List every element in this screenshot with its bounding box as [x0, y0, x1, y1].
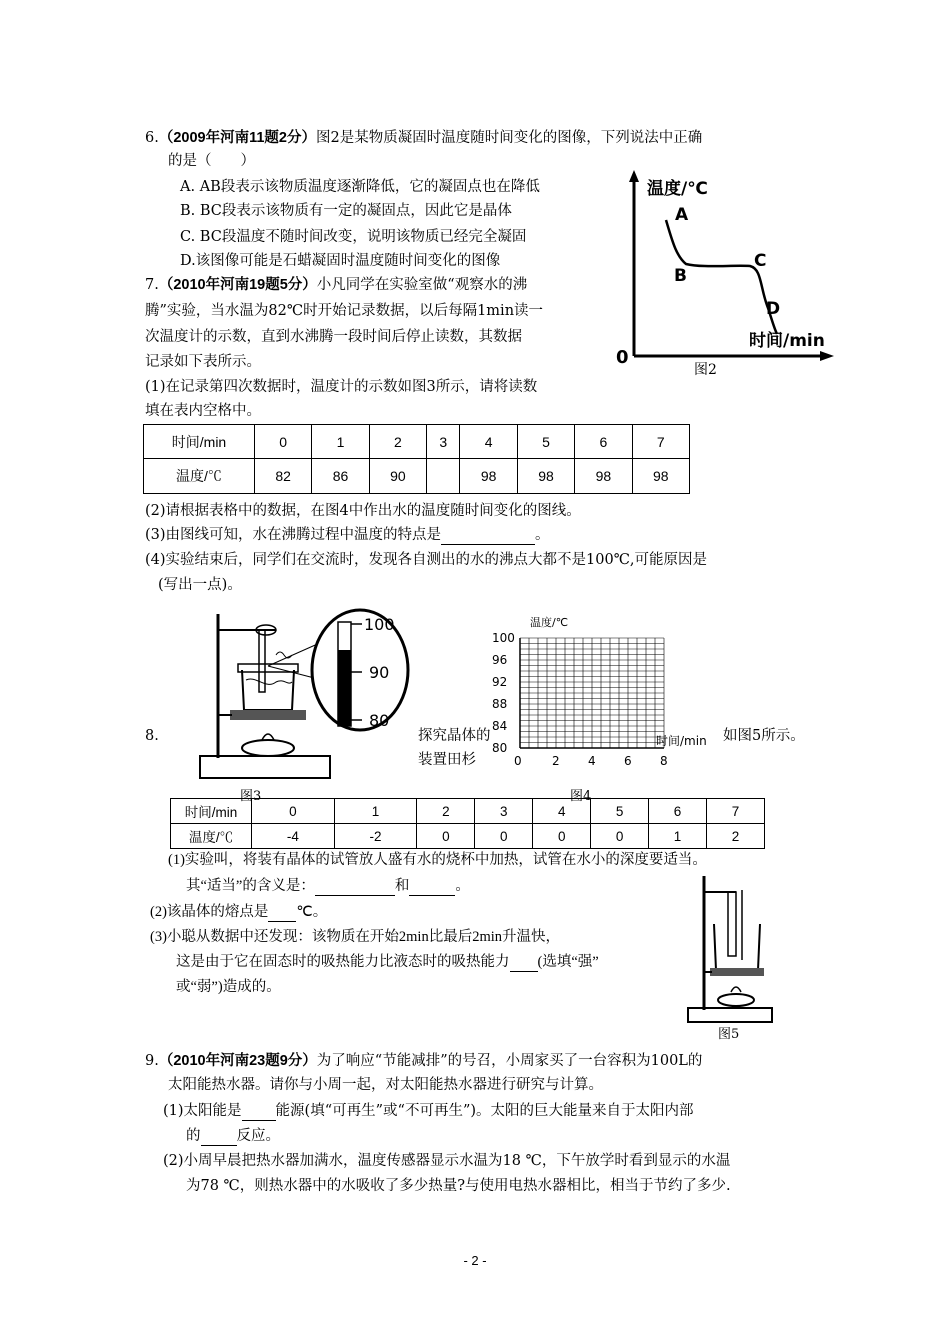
fig2-x-arrow-icon	[820, 351, 834, 361]
q7-temp-cell: 86	[312, 459, 369, 494]
fig3-scale-80: 80	[369, 711, 390, 730]
q8-temp-cell: 1	[649, 824, 707, 849]
q9-part1-text: (1)太阳能是	[163, 1103, 242, 1119]
q8-sub2	[150, 902, 327, 922]
q9-stem-line2: 太阳能热水器。请你与小周一起，对太阳能热水器进行研究与计算。	[168, 1077, 603, 1093]
q8-table-header-time: 时间/min	[171, 799, 252, 824]
q8-time-cell: 2	[417, 799, 475, 824]
fig5-caption: 图5	[718, 1027, 740, 1042]
fig3-caption: 图3	[240, 789, 262, 802]
q7-stem-line1	[145, 275, 527, 295]
q8-fragment-2: 如图5所示。	[723, 728, 805, 744]
q9-part2-line2: 为78 ℃，则热水器中的水吸收了多少热量?与使用电热水器相比，相当于节约了多少.	[186, 1178, 731, 1194]
q8-sub3-line1: (3)小聪从数据中还发现：该物质在开始2min比最后2min升温快，	[150, 929, 561, 945]
fig4-caption: 图4	[570, 789, 592, 804]
q8-time-cell: 6	[649, 799, 707, 824]
fig3-wire-gauze	[230, 710, 306, 720]
q9-number: 9.	[145, 1053, 159, 1069]
q7-stem-line3: 次温度计的示数，直到水沸腾一段时间后停止读数，其数据	[145, 329, 522, 345]
q7-part1-line2: 填在表内空格中。	[145, 403, 261, 419]
q8-temp-cell: 0	[591, 824, 649, 849]
q7-time-cell: 3	[427, 425, 460, 459]
fig3-alcohol-lamp	[242, 740, 294, 756]
q7-part3	[145, 525, 550, 545]
figure-4-grid	[490, 610, 722, 806]
q8-temp-cell: 0	[533, 824, 591, 849]
q9-part1-blank-2[interactable]	[201, 1129, 237, 1146]
q7-part3-text: (3)由图线可知，水在沸腾过程中温度的特点是	[145, 527, 442, 543]
fig3-water	[246, 679, 292, 684]
fig2-x-label: 时间/min	[749, 331, 825, 351]
fig2-y-label: 温度/℃	[647, 179, 708, 199]
q8-time-cell: 3	[475, 799, 533, 824]
q8-temp-cell: -2	[334, 824, 417, 849]
q7-temp-cell: 82	[255, 459, 312, 494]
fig4-x-tick-label: 4	[588, 754, 596, 768]
q9-source-tag: （2010年河南23题9分）	[158, 1053, 317, 1069]
q7-number: 7.	[145, 277, 159, 293]
fig2-point-a: A	[675, 205, 689, 225]
fig4-y-tick-label: 84	[492, 719, 508, 733]
q7-time-cell: 5	[517, 425, 574, 459]
fig2-point-d: D	[766, 299, 781, 319]
q8-table-header-temp: 温度/℃	[171, 824, 252, 849]
q8-sub1-blank-2[interactable]	[409, 879, 455, 896]
q8-time-cell: 0	[252, 799, 335, 824]
q6-option-a: A. AB段表示该物质温度逐渐降低，它的凝固点也在降低	[180, 179, 540, 195]
q7-time-cell: 6	[575, 425, 632, 459]
fig2-point-c: C	[754, 251, 767, 271]
q8-sub1-blank-1[interactable]	[315, 879, 395, 896]
fig4-grid-lines	[520, 638, 664, 748]
q8-temp-cell: 2	[707, 824, 765, 849]
fig2-y-arrow-icon	[629, 170, 639, 182]
q7-temp-cell: 98	[632, 459, 689, 494]
fig4-y-tick-label: 88	[492, 697, 508, 711]
figure-3-boiling-apparatus	[196, 600, 416, 802]
q8-sub3-end: (选填“强”	[537, 954, 599, 970]
q8-sub3-blank[interactable]	[510, 955, 538, 972]
q8-time-cell: 4	[533, 799, 591, 824]
fig2-origin: 0	[616, 347, 629, 368]
q7-stem-text: 小凡同学在实验室做“观察水的沸	[316, 277, 528, 293]
q8-sub1-end: 。	[455, 878, 470, 894]
q7-part3-answer-blank[interactable]	[441, 528, 535, 545]
q9-part1-line1	[163, 1101, 694, 1121]
q7-temp-blank-cell[interactable]	[427, 459, 460, 494]
fig4-y-tick-label: 96	[492, 653, 508, 667]
q8-sub2-blank[interactable]	[268, 905, 296, 922]
fig3-scale-100: 100	[364, 615, 395, 634]
fig3-steam	[276, 652, 292, 658]
fig5-beaker	[714, 924, 760, 970]
q8-number: 8.	[145, 728, 159, 744]
q6-stem: 图2是某物质凝固时温度随时间变化的图像，下列说法中正确	[316, 130, 703, 146]
q6-stem-line2: 的是（ ）	[168, 153, 255, 169]
fig3-mercury-column	[338, 650, 351, 726]
fig2-caption: 图2	[694, 362, 717, 378]
fig4-x-tick-label: 2	[552, 754, 560, 768]
fig4-x-tick-label: 0	[514, 754, 522, 768]
fig5-test-tube	[728, 892, 736, 956]
figure-2-cooling-curve	[612, 168, 842, 378]
q8-sub1-text: 其“适当”的含义是：	[186, 878, 315, 894]
fig4-y-label: 温度/℃	[530, 616, 569, 629]
q7-time-cell: 4	[460, 425, 517, 459]
q8-sub1-and: 和	[394, 878, 410, 894]
fig4-x-label: 时间/min	[656, 734, 707, 748]
q6-stem-line1	[145, 128, 702, 148]
q7-stem-line4: 记录如下表所示。	[145, 354, 261, 370]
q7-time-cell: 0	[255, 425, 312, 459]
q8-data-table	[170, 798, 765, 849]
q9-part1-blank-1[interactable]	[242, 1104, 276, 1121]
q8-sub3-line2	[176, 952, 599, 972]
q7-part1-line1: (1)在记录第四次数据时，温度计的示数如图3所示，请将读数	[145, 379, 538, 395]
q7-data-table	[143, 424, 690, 494]
q7-table-header-time: 时间/min	[144, 425, 255, 459]
fig5-wire-gauze	[710, 968, 764, 976]
q8-sub2-text: (2)该晶体的熔点是	[150, 904, 269, 920]
q7-table-row-temp	[144, 459, 690, 494]
fig4-y-tick-label: 100	[492, 631, 515, 645]
q9-stem-line1	[145, 1051, 702, 1071]
q7-table-row-time	[144, 425, 690, 459]
fig2-point-b: B	[674, 266, 687, 286]
q8-temp-cell: 0	[475, 824, 533, 849]
fig3-scale-90: 90	[369, 663, 390, 682]
q9-part1-end: 反应。	[236, 1128, 280, 1144]
q8-fragment-3: 装置田杉	[418, 752, 476, 768]
q8-time-cell: 5	[591, 799, 649, 824]
fig4-y-tick-label: 80	[492, 741, 508, 755]
q7-stem-line2: 腾”实验，当水温为82℃时开始记录数据，以后每隔1min读一	[145, 303, 544, 319]
q7-temp-cell: 90	[369, 459, 426, 494]
q8-time-cell: 7	[707, 799, 765, 824]
q6-option-b: B. BC段表示该物质有一定的凝固点，因此它是晶体	[180, 203, 512, 219]
q8-sub1-line2	[186, 876, 470, 896]
q7-time-cell: 2	[369, 425, 426, 459]
q8-sub1-line1: (1)实验叫，将装有晶体的试管放人盛有水的烧杯中加热，试管在水小的深度要适当。	[168, 852, 707, 868]
q8-temp-cell: 0	[417, 824, 475, 849]
figure-5-melting-apparatus	[684, 872, 780, 1044]
q7-table-header-temp: 温度/℃	[144, 459, 255, 494]
q7-temp-cell: 98	[517, 459, 574, 494]
q8-table-row-time	[171, 799, 765, 824]
q8-sub3-line3: 或“弱”)造成的。	[176, 979, 281, 995]
q9-part2-line1: (2)小周早晨把热水器加满水，温度传感器显示水温为18 ℃，下午放学时看到显示的水温	[163, 1153, 731, 1169]
page-number: - 2 -	[463, 1253, 487, 1268]
fig3-beaker	[242, 670, 294, 710]
q6-source-tag: （2009年河南11题2分）	[158, 130, 316, 146]
q7-source-tag: （2010年河南19题5分）	[158, 277, 317, 293]
q8-table-row-temp	[171, 824, 765, 849]
fig3-lid	[238, 664, 298, 672]
fig5-alcohol-lamp	[718, 994, 754, 1006]
q6-number: 6.	[145, 130, 159, 146]
q8-sub2-end: ℃。	[296, 904, 328, 920]
q7-part4-line1: (4)实验结束后，同学们在交流时，发现各自测出的水的沸点大都不是100℃,可能原因是	[145, 552, 708, 568]
q7-temp-cell: 98	[460, 459, 517, 494]
q7-part4-line2: (写出一点)。	[158, 577, 242, 593]
q7-time-cell: 7	[632, 425, 689, 459]
q9-stem-text: 为了响应“节能减排”的号召，小周家买了一台容积为100L的	[316, 1053, 703, 1069]
q9-part1-line2	[186, 1126, 280, 1146]
fig4-y-ticks	[492, 631, 515, 755]
q9-part1-text-3: 的	[186, 1128, 201, 1144]
fig5-flame	[731, 987, 741, 992]
q7-part3-end: 。	[535, 527, 550, 543]
q7-time-cell: 1	[312, 425, 369, 459]
fig4-x-tick-label: 6	[624, 754, 632, 768]
q7-temp-cell: 98	[575, 459, 632, 494]
q7-part2: (2)请根据表格中的数据，在图4中作出水的温度随时间变化的图线。	[145, 503, 581, 519]
q9-part1-text-2: 能源(填“可再生”或“不可再生”)。太阳的巨大能量来自于太阳内部	[275, 1103, 694, 1119]
fig3-stand-base	[200, 756, 330, 778]
q8-sub3-text: 这是由于它在固态时的吸热能力比液态时的吸热能力	[176, 954, 510, 970]
q8-temp-cell: -4	[252, 824, 335, 849]
fig4-x-tick-label: 8	[660, 754, 668, 768]
fig4-x-ticks	[514, 754, 668, 768]
q8-fragment-1: 探究晶体的	[418, 728, 491, 744]
q6-option-d: D.该图像可能是石蜡凝固时温度随时间变化的图像	[180, 253, 501, 269]
q6-option-c: C. BC段温度不随时间改变，说明该物质已经完全凝固	[180, 229, 527, 245]
q8-time-cell: 1	[334, 799, 417, 824]
fig4-y-tick-label: 92	[492, 675, 508, 689]
fig5-stand-base	[688, 1008, 772, 1022]
